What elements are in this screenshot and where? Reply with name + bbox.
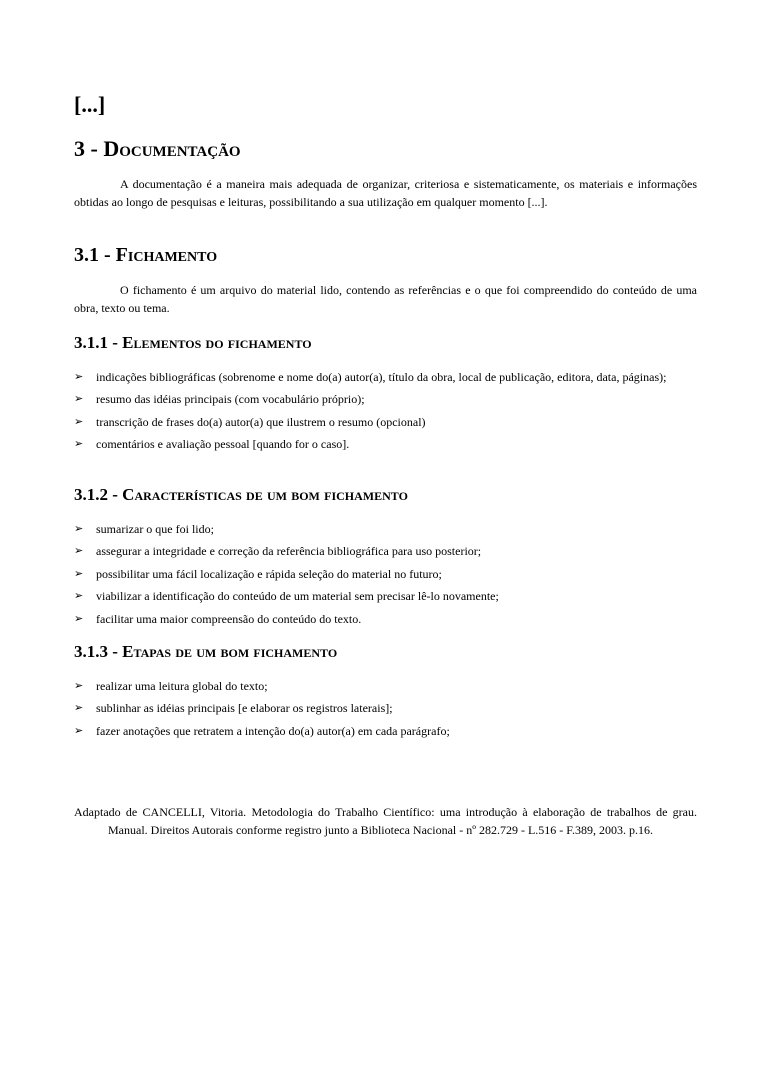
paragraph-documentacao: A documentação é a maneira mais adequada de organizar, criteriosa e sistematicamente, os materiais e informações obtidas ao longo de pesquisas e leituras, possibilitando a sua utilização em qualquer momento [...]. bbox=[74, 177, 697, 209]
arrow-bullet-icon: ➢ bbox=[74, 523, 84, 535]
list-item: ➢ comentários e avaliação pessoal [quando for o caso]. bbox=[74, 437, 350, 452]
arrow-bullet-icon: ➢ bbox=[74, 371, 84, 383]
heading-caracteristicas bbox=[74, 484, 408, 506]
reference-citation: Adaptado de CANCELLI, Vitoria. Metodologia do Trabalho Científico: uma introdução à elaboração de trabalhos de grau. Manual. Direitos Autorais conforme registro junto a Biblioteca Nacional - nº 282.729 - L.516 - F.389, 2003. p.16. bbox=[74, 805, 697, 837]
paragraph-fichamento: O fichamento é um arquivo do material lido, contendo as referências e o que foi compreendido do conteúdo de uma obra, texto ou tema. bbox=[74, 283, 697, 315]
list-item: ➢ facilitar uma maior compreensão do conteúdo do texto. bbox=[74, 611, 362, 626]
arrow-bullet-icon: ➢ bbox=[74, 438, 84, 451]
list-item: ➢ viabilizar a identificação do conteúdo de um material sem precisar lê-lo novamente; bbox=[74, 589, 499, 604]
heading-title: Etapas de um bom fichamento bbox=[122, 642, 338, 661]
heading-number: 3 - bbox=[74, 136, 104, 161]
heading-fichamento bbox=[74, 243, 217, 267]
list-item: ➢ indicações bibliográficas (sobrenome e nome do(a) autor(a), título da obra, local de publicação, editora, data, páginas); bbox=[74, 370, 667, 384]
list-elementos bbox=[74, 368, 697, 458]
heading-documentacao bbox=[74, 136, 241, 162]
list-item: ➢ realizar uma leitura global do texto; bbox=[74, 679, 268, 693]
heading-title: Fichamento bbox=[115, 244, 218, 266]
ellipsis-marker: [...] bbox=[74, 92, 106, 117]
heading-number: 3.1.1 - bbox=[74, 333, 123, 352]
arrow-bullet-icon: ➢ bbox=[74, 567, 84, 580]
list-item: ➢ sublinhar as idéias principais [e elaborar os registros laterais]; bbox=[74, 701, 393, 716]
heading-etapas bbox=[74, 641, 337, 663]
heading-title: Elementos do fichamento bbox=[122, 333, 312, 352]
heading-number: 3.1.3 - bbox=[74, 642, 123, 661]
list-item: ➢ resumo das idéias principais (com vocabulário próprio); bbox=[74, 392, 365, 407]
heading-title: Características de um bom fichamento bbox=[122, 485, 408, 504]
list-etapas bbox=[74, 677, 697, 744]
arrow-bullet-icon: ➢ bbox=[74, 545, 84, 558]
arrow-bullet-icon: ➢ bbox=[74, 415, 84, 428]
heading-number: 3.1.2 - bbox=[74, 485, 123, 504]
list-item: ➢ sumarizar o que foi lido; bbox=[74, 522, 214, 536]
heading-elementos bbox=[74, 332, 312, 354]
arrow-bullet-icon: ➢ bbox=[74, 724, 84, 737]
heading-title: Documentação bbox=[103, 136, 241, 161]
list-item: ➢ possibilitar uma fácil localização e rápida seleção do material no futuro; bbox=[74, 566, 442, 581]
heading-number: 3.1 - bbox=[74, 244, 116, 266]
list-item: ➢ assegurar a integridade e correção da referência bibliográfica para uso posterior; bbox=[74, 544, 482, 559]
arrow-bullet-icon: ➢ bbox=[74, 393, 84, 406]
list-item: ➢ fazer anotações que retratem a intenção do(a) autor(a) em cada parágrafo; bbox=[74, 723, 450, 738]
list-caracteristicas bbox=[74, 520, 697, 632]
arrow-bullet-icon: ➢ bbox=[74, 590, 84, 603]
arrow-bullet-icon: ➢ bbox=[74, 612, 84, 625]
arrow-bullet-icon: ➢ bbox=[74, 702, 84, 715]
list-item: ➢ transcrição de frases do(a) autor(a) que ilustrem o resumo (opcional) bbox=[74, 414, 426, 429]
arrow-bullet-icon: ➢ bbox=[74, 680, 84, 692]
